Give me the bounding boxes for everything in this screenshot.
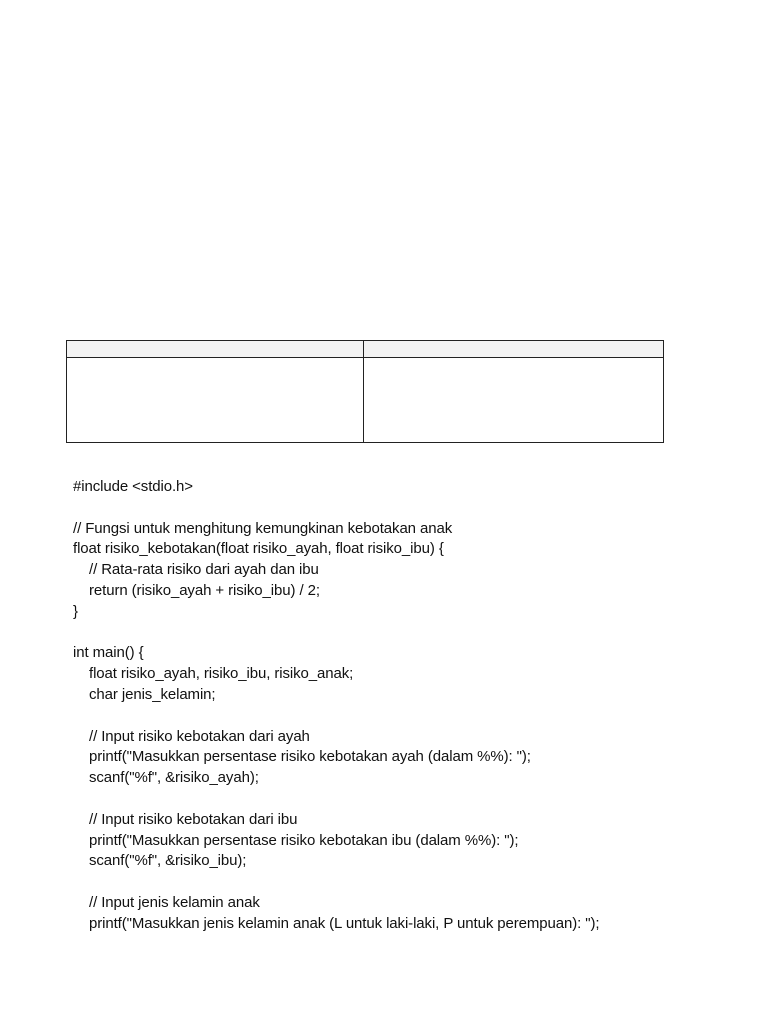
code-line: scanf("%f", &risiko_ayah);: [89, 769, 259, 787]
table-header-cell-1: [67, 341, 364, 358]
code-line: [73, 498, 753, 519]
table-header-cell-2: [364, 341, 664, 358]
table-header-row: [67, 341, 664, 358]
table-row: [67, 358, 664, 443]
code-line: float risiko_ayah, risiko_ibu, risiko_anak;: [89, 665, 354, 683]
code-line: [73, 623, 753, 644]
code-line: [73, 789, 753, 810]
code-line: // Input risiko kebotakan dari ayah: [89, 727, 310, 745]
code-line: // Rata-rata risiko dari ayah dan ibu: [89, 561, 319, 579]
code-line: [73, 872, 753, 893]
code-line: scanf("%f", &risiko_ibu);: [89, 852, 247, 870]
code-line: }: [73, 602, 78, 620]
code-line: return (risiko_ayah + risiko_ibu) / 2;: [89, 581, 320, 599]
code-line: // Fungsi untuk menghitung kemungkinan kebotakan anak: [73, 519, 453, 537]
code-line: // Input jenis kelamin anak: [89, 893, 260, 911]
code-line: printf("Masukkan jenis kelamin anak (L untuk laki-laki, P untuk perempuan): ");: [89, 914, 600, 932]
code-line: // Input risiko kebotakan dari ibu: [89, 810, 298, 828]
code-line: printf("Masukkan persentase risiko kebotakan ibu (dalam %%): ");: [89, 831, 519, 849]
code-line: [73, 706, 753, 727]
table-cell-1: [67, 358, 364, 443]
code-block: [73, 477, 753, 935]
table-cell-2: [364, 358, 664, 443]
empty-table: [66, 340, 664, 443]
code-line: char jenis_kelamin;: [89, 685, 216, 703]
code-line: float risiko_kebotakan(float risiko_ayah, float risiko_ibu) {: [73, 540, 444, 558]
code-line: #include <stdio.h>: [73, 478, 193, 495]
code-line: int main() {: [73, 644, 144, 662]
code-line: printf("Masukkan persentase risiko kebotakan ayah (dalam %%): ");: [89, 748, 531, 766]
